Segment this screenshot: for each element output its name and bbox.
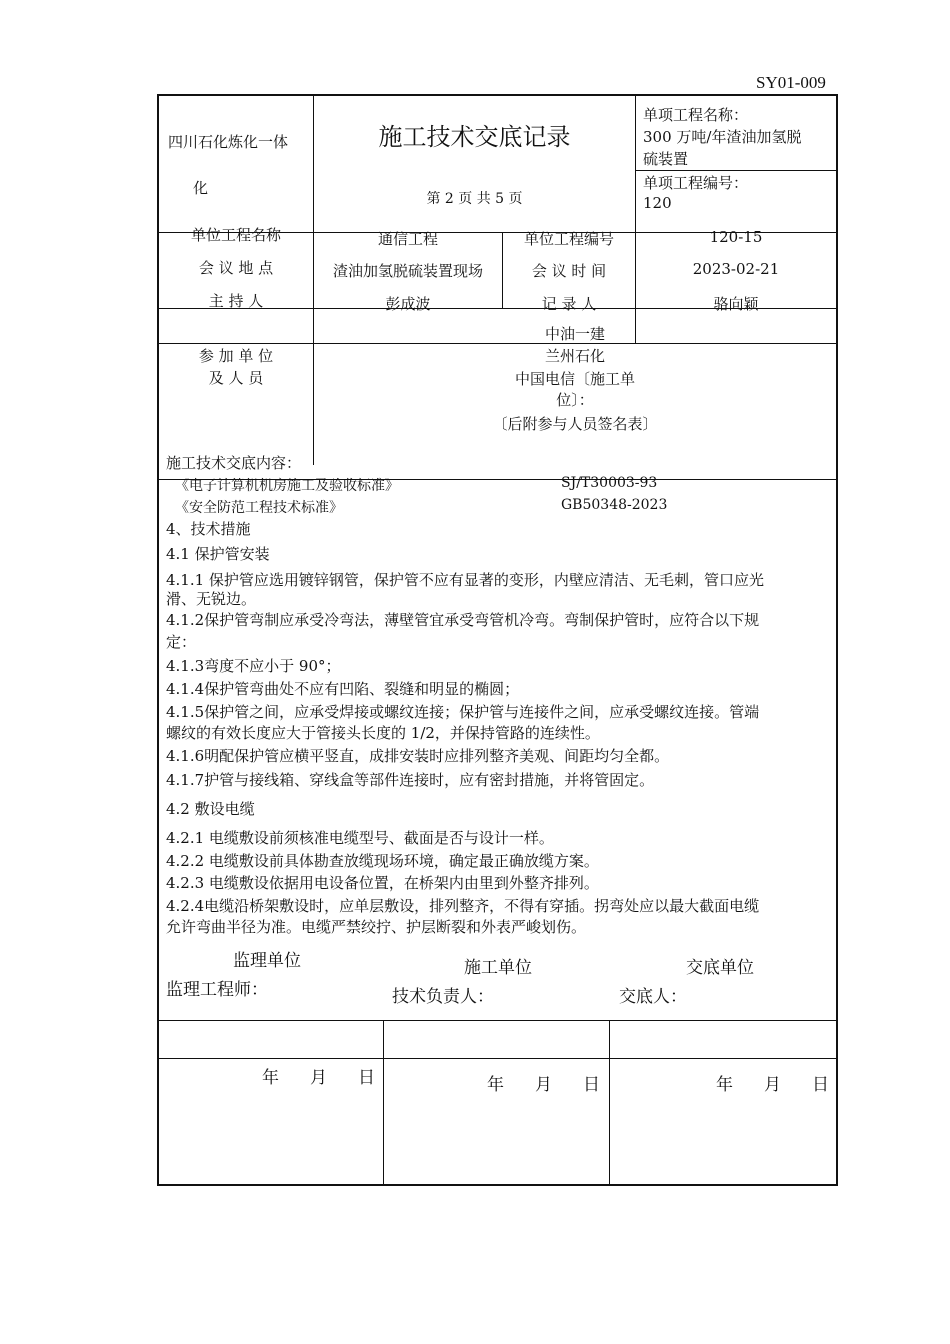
content-line: 4.1.7护管与接线箱、穿线盒等部件连接时，应有密封措施，并将管固定。: [166, 771, 655, 789]
recorder-value: 骆向颖: [713, 295, 759, 313]
divider-v-sign2: [609, 1020, 610, 1184]
time-label: 会 议 时 间: [531, 262, 607, 280]
project-name-line2: 硫装置: [643, 150, 689, 168]
content-line: 4.1.2保护管弯制应承受冷弯法，薄壁管宜承受弯管机冷弯。弯制保护管时，应符合以下规: [166, 611, 760, 629]
handover-person: 交底人：: [619, 987, 687, 1007]
project-no: 120: [643, 194, 672, 212]
unit-name-label: 单位工程名称: [190, 226, 281, 244]
frame-right: [836, 94, 838, 1186]
handover-unit: 交底单位: [686, 958, 754, 978]
divider-v2: [635, 94, 636, 233]
unit-no-label: 单位工程编号: [523, 230, 614, 248]
project-name-label: 单项工程名称：: [643, 106, 749, 124]
participant-unit: 位〕：: [556, 391, 594, 409]
content-line: 4、技术措施: [166, 520, 251, 538]
content-line: 4.1.5保护管之间，应承受焊接或螺纹连接；保护管与连接件之间，应承受螺纹连接。管端: [166, 703, 760, 721]
supervision-engineer: 监理工程师：: [166, 980, 268, 1000]
content-line: 4.1 保护管安装: [166, 545, 270, 563]
location-label: 会 议 地 点: [198, 259, 274, 277]
org-name: 四川石化炼化一体: [168, 133, 289, 151]
content-line: 4.1.3弯度不应小于 90°；: [166, 657, 341, 675]
divider-v-sign1: [383, 1020, 384, 1184]
standard-code: GB50348-2023: [561, 497, 668, 513]
time-value: 2023-02-21: [692, 260, 780, 278]
supervision-unit: 监理单位: [233, 951, 301, 971]
content-line: 4.1.4保护管弯曲处不应有凹陷、裂缝和明显的椭圆；: [166, 680, 520, 698]
participant-unit: 中国电信〔施工单: [514, 370, 635, 388]
participant-unit: 兰州石化: [544, 347, 605, 365]
project-no-label: 单项工程编号：: [643, 174, 749, 192]
frame-top: [157, 94, 838, 96]
date-day: 日: [583, 1075, 600, 1095]
divider-h-sign1: [157, 1020, 836, 1021]
content-line: 定：: [166, 633, 197, 651]
content-heading: 施工技术交底内容：: [166, 454, 302, 472]
unit-name-value: 通信工程: [377, 230, 438, 248]
divider-h-project: [635, 170, 836, 171]
standard-name: 《电子计算机机房施工及验收标准》: [175, 478, 399, 494]
content-line: 4.2.1 电缆敷设前须核准电缆型号、截面是否与设计一样。: [166, 829, 554, 847]
standard-name: 《安全防范工程技术标准》: [175, 500, 343, 516]
date-year: 年: [262, 1068, 279, 1088]
content-line: 滑、无锐边。: [166, 590, 257, 608]
date-year: 年: [487, 1075, 504, 1095]
content-line: 允许弯曲半径为准。电缆严禁绞拧、护层断裂和外表严峻划伤。: [166, 918, 587, 936]
participants-label-1: 参 加 单 位: [198, 347, 274, 365]
content-line: 4.1.6明配保护管应横平竖直，成排安装时应排列整齐美观、间距均匀全都。: [166, 747, 670, 765]
content-line: 4.2.2 电缆敷设前具体勘查放缆现场环境，确定最正确放缆方案。: [166, 852, 599, 870]
date-day: 日: [812, 1075, 829, 1095]
host-label: 主 持 人: [208, 292, 264, 310]
date-month: 月: [764, 1075, 781, 1095]
content-line: 4.1.1 保护管应选用镀锌钢管，保护管不应有显著的变形，内壁应清洁、无毛刺，管口应光: [166, 571, 764, 589]
date-day: 日: [358, 1068, 375, 1088]
standard-code: SJ/T30003-93: [561, 475, 658, 491]
doc-code: SY01-009: [756, 73, 826, 92]
unit-no-value: 120-15: [709, 228, 763, 246]
page-info: 第 2 页 共 5 页: [426, 191, 523, 207]
host-value: 彭成波: [385, 295, 431, 313]
frame-bottom: [157, 1184, 838, 1186]
project-name-line1: 300 万吨/年渣油加氢脱: [643, 128, 802, 146]
participants-label-2: 及 人 员: [208, 369, 264, 387]
location-value: 渣油加氢脱硫装置现场: [332, 262, 483, 280]
date-year: 年: [716, 1075, 733, 1095]
page-title: 施工技术交底记录: [378, 123, 571, 151]
content-line: 4.2 敷设电缆: [166, 800, 255, 818]
content-line: 4.2.4电缆沿桥架敷设时，应单层敷设，排列整齐，不得有穿插。拐弯处应以最大截面电缆: [166, 897, 760, 915]
content-line: 4.2.3 电缆敷设依据用电设备位置，在桥架内由里到外整齐排列。: [166, 874, 599, 892]
participants-note: 〔后附参与人员签名表〕: [492, 415, 658, 433]
date-month: 月: [535, 1075, 552, 1095]
construction-unit: 施工单位: [464, 958, 532, 978]
tech-lead: 技术负责人：: [392, 987, 494, 1007]
content-line: 螺纹的有效长度应大于管接头长度的 1/2，并保持管路的连续性。: [166, 724, 600, 742]
org-name-line2: 化: [193, 179, 209, 197]
divider-h-sign2: [157, 1058, 836, 1059]
participant-unit: 中油一建: [544, 325, 605, 343]
date-month: 月: [310, 1068, 327, 1088]
recorder-label: 记 录 人: [541, 295, 597, 313]
